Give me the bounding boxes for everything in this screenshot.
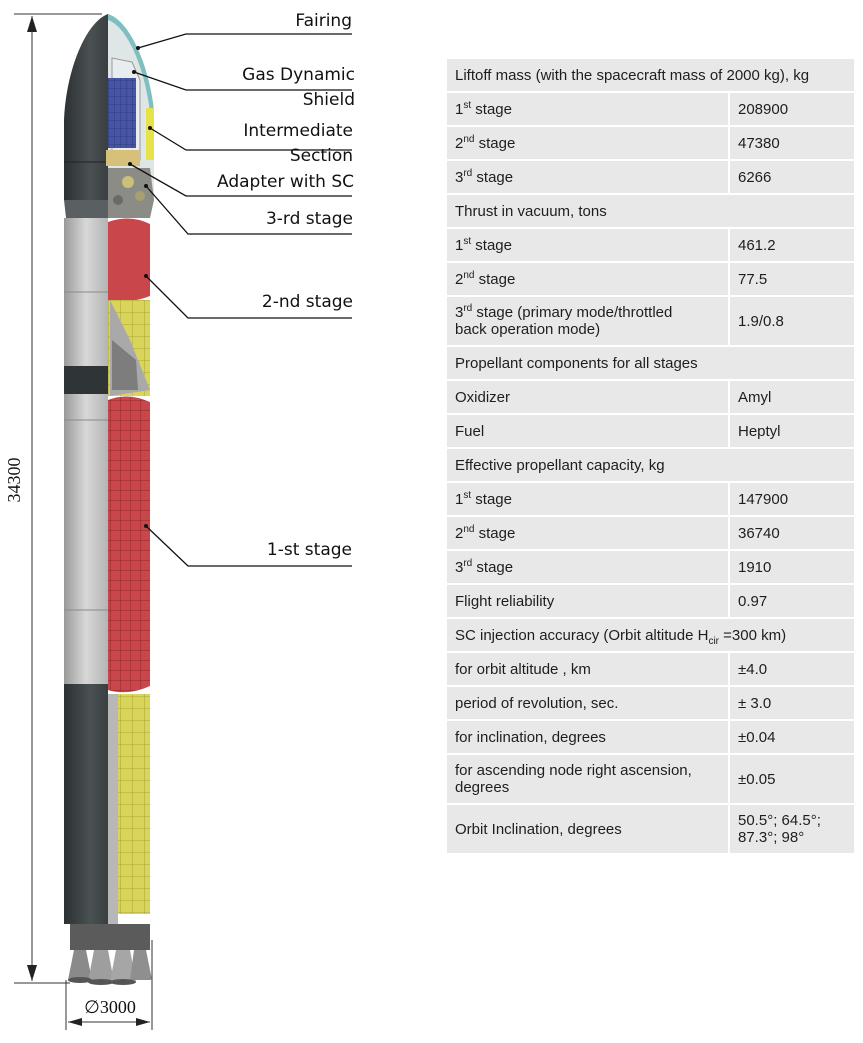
node-text-end: degrees	[455, 779, 510, 796]
height-label: 34300	[4, 457, 24, 503]
row-label: for orbit altitude , km	[446, 652, 729, 686]
ordinal-suffix: rd	[463, 167, 473, 179]
row-value: 208900	[729, 92, 855, 126]
table-row	[446, 618, 855, 652]
label-intermediate-section	[243, 119, 353, 169]
second-stage-tank	[108, 218, 150, 301]
row-value: ± 3.0	[729, 686, 855, 720]
row-label: Oxidizer	[446, 380, 729, 414]
ordinal-suffix: nd	[463, 133, 475, 145]
stage-word: stage	[472, 558, 514, 576]
ordinal-number: 3	[455, 168, 464, 186]
ordinal-number: 3	[455, 304, 464, 321]
ordinal-number: 2	[455, 270, 464, 288]
table-row	[446, 414, 855, 448]
label-intermediate-line1: Intermediate	[243, 121, 353, 141]
label-gas-dynamic-line1: Gas Dynamic	[242, 65, 355, 85]
row-value: 47380	[729, 126, 855, 160]
table-row	[446, 652, 855, 686]
ordinal-suffix: nd	[463, 269, 475, 281]
inclination-values-1: 50.5°; 64.5°;	[738, 812, 821, 829]
table-row	[446, 584, 855, 618]
stage-word: stage	[472, 168, 514, 186]
row-label	[446, 160, 729, 194]
row-value: 77.5	[729, 262, 855, 296]
ordinal-suffix: nd	[463, 523, 475, 535]
diameter-label: ∅3000	[84, 997, 136, 1017]
ordinal-number: 1	[455, 236, 464, 254]
ordinal-suffix: rd	[463, 303, 473, 314]
stage-word: stage	[471, 490, 512, 508]
label-second-stage: 2-nd stage	[261, 292, 353, 312]
row-label	[446, 516, 729, 550]
ordinal-suffix: st	[463, 235, 472, 247]
table-row	[446, 686, 855, 720]
table-row	[446, 720, 855, 754]
ordinal-number: 1	[455, 490, 464, 508]
inclination-values-2: 87.3°; 98°	[738, 829, 805, 846]
row-capacity-header: Effective propellant capacity, kg	[446, 448, 855, 482]
stage-word: stage (primary mode/throttled	[472, 304, 673, 321]
stage-word: stage	[471, 100, 512, 118]
row-value: 147900	[729, 482, 855, 516]
row-label: Orbit Inclination, degrees	[446, 804, 729, 854]
table-row	[446, 804, 855, 854]
ordinal-number: 2	[455, 134, 464, 152]
table-row	[446, 346, 855, 380]
table-row	[446, 262, 855, 296]
ordinal-number: 2	[455, 524, 464, 542]
stage-word: stage	[474, 134, 516, 152]
row-value: 1910	[729, 550, 855, 584]
row-value: ±4.0	[729, 652, 855, 686]
label-intermediate-line2: Section	[289, 146, 353, 166]
row-thrust-header: Thrust in vacuum, tons	[446, 194, 855, 228]
row-label	[446, 550, 729, 584]
row-label: for inclination, degrees	[446, 720, 729, 754]
row-value: 6266	[729, 160, 855, 194]
table-row	[446, 58, 855, 92]
table-row	[446, 448, 855, 482]
row-value: Amyl	[729, 380, 855, 414]
accuracy-subscript: cir	[708, 635, 719, 647]
table-row	[446, 516, 855, 550]
row-value	[729, 804, 855, 854]
ordinal-suffix: st	[463, 489, 472, 501]
accuracy-text-end: =300 km)	[719, 626, 787, 644]
rocket-body-cutaway	[108, 218, 150, 924]
table-row	[446, 228, 855, 262]
specifications-table	[445, 57, 856, 855]
row-label: period of revolution, sec.	[446, 686, 729, 720]
table-row	[446, 550, 855, 584]
node-text: for ascending node right ascension,	[455, 762, 692, 779]
stage-mode-note: back operation mode)	[455, 321, 601, 338]
intermediate-section-shape	[146, 108, 154, 160]
table-row	[446, 194, 855, 228]
accuracy-text: SC injection accuracy (Orbit altitude H	[455, 626, 709, 644]
label-gas-dynamic-line2: Shield	[302, 90, 355, 110]
ordinal-suffix: st	[463, 99, 472, 111]
first-stage-tank	[108, 396, 150, 692]
row-value: 36740	[729, 516, 855, 550]
table-row	[446, 126, 855, 160]
row-value: 461.2	[729, 228, 855, 262]
label-fairing: Fairing	[295, 11, 352, 31]
stage-word: stage	[474, 270, 516, 288]
row-value: 0.97	[729, 584, 855, 618]
spacecraft	[108, 78, 136, 148]
row-value: ±0.05	[729, 754, 855, 804]
row-value: Heptyl	[729, 414, 855, 448]
row-label	[446, 296, 729, 346]
row-value: 1.9/0.8	[729, 296, 855, 346]
label-gas-dynamic-shield	[242, 63, 355, 113]
stage-word: stage	[471, 236, 512, 254]
row-label	[446, 228, 729, 262]
ordinal-number: 3	[455, 558, 464, 576]
table-row	[446, 482, 855, 516]
table-row	[446, 160, 855, 194]
engines	[68, 924, 152, 985]
table-row	[446, 754, 855, 804]
table-row	[446, 92, 855, 126]
row-label: Flight reliability	[446, 584, 729, 618]
ordinal-number: 1	[455, 100, 464, 118]
stage-word: stage	[474, 524, 516, 542]
row-label	[446, 482, 729, 516]
row-label	[446, 92, 729, 126]
rocket-body-exterior	[64, 218, 108, 924]
row-accuracy-header	[446, 618, 855, 652]
row-label	[446, 262, 729, 296]
row-propellant-header: Propellant components for all stages	[446, 346, 855, 380]
table-row	[446, 380, 855, 414]
row-label	[446, 126, 729, 160]
ordinal-suffix: rd	[463, 557, 473, 569]
row-value: ±0.04	[729, 720, 855, 754]
label-third-stage: 3-rd stage	[265, 209, 353, 229]
label-adapter: Adapter with SC	[217, 172, 354, 192]
row-liftoff-header: Liftoff mass (with the spacecraft mass of 2000 kg), kg	[446, 58, 855, 92]
label-first-stage: 1-st stage	[266, 540, 352, 560]
row-label	[446, 754, 729, 804]
row-label: Fuel	[446, 414, 729, 448]
table-row	[446, 296, 855, 346]
